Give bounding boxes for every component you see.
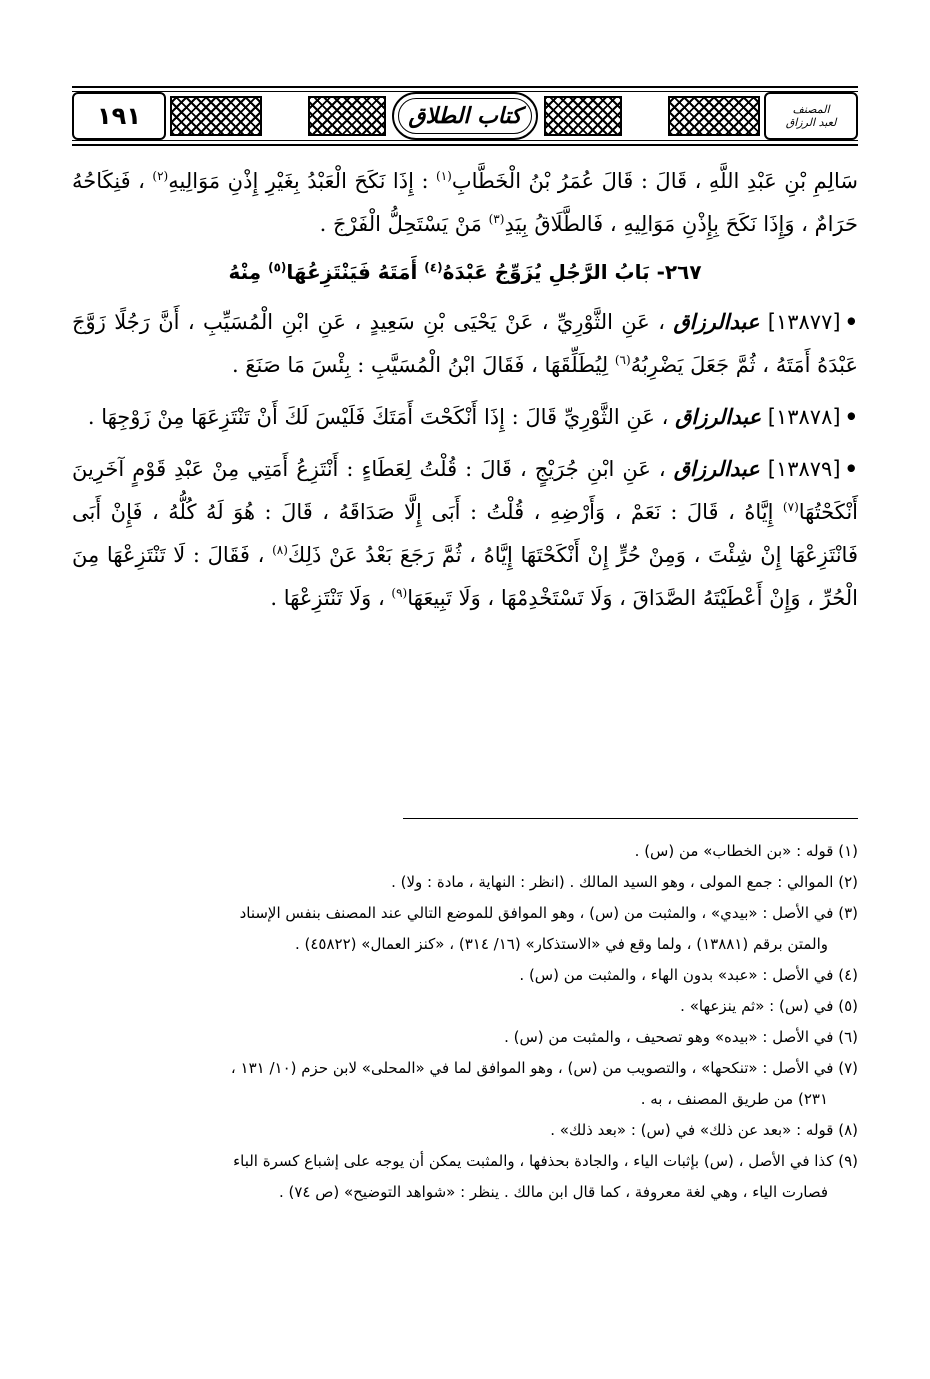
paragraph-continuation: سَالِمِ بْنِ عَبْدِ اللَّهِ ، قَالَ : قَالَ عُمَرُ بْنُ الْخَطَّابِ$^{(١)}$ : إِذَا نَكَحَ الْعَبْدُ بِغَيْرِ إِذْنِ مَوَالِيهِ$^{(٢)}$ ، فَنِكَاحُهُ حَرَامٌ ، وَإِذَا نَكَحَ بِإِذْنِ مَوَالِيهِ ، فَالطَّلَاقُ بِيَدِ$^{(٣)}$ مَنْ يَسْتَحِلُّ الْفَرْجَ . [72,169,858,236]
main-text [72,160,858,620]
header-rule [72,140,858,141]
footnote: (٨) قوله : «بعد عن ذلك» في (س) : «بعد ذلك» . [550,1121,858,1139]
header-rule [72,86,858,88]
narrator-name: عبدالرزاق [673,456,760,481]
footnote: (٥) في (س) : «ثم ينزعها» . [680,997,858,1015]
book-logo [764,92,858,140]
hadith-number: [١٣٨٧٩] [767,457,841,481]
footnote-continuation: فصارت الياء ، وهي لغة معروفة ، كما قال ابن مالك . ينظر : «شواهد التوضيح» (ص ٧٤) . [278,1183,828,1201]
footnote: (٦) في الأصل : «بيده» وهو تصحيف ، والمثبت من (س) . [504,1028,858,1046]
footnote-marker: (٩) [391,586,408,600]
chapter-heading: ٢٦٧- بَابُ الرَّجُلِ يُزَوِّجُ عَبْدَهُ$^{(٤)}$ أَمَتَهُ فَيَنْتَزِعُهَا$^{(٥)}$ مِنْهُ [228,260,702,284]
footnote-separator [403,818,858,819]
hadith-13878: •[١٣٨٧٨] عبدالرزاق ، عَنِ الثَّوْرِيِّ قَالَ : إِذَا أَنْكَحْتَ أَمَتَكَ فَلَيْسَ لَكَ أَنْ تَنْتَزِعَهَا مِنْ زَوْجِهَا . [87,404,858,429]
hadith-number: [١٣٨٧٧] [767,310,841,334]
page-number: ١٩١ [97,102,141,130]
footnote-marker: (٣) [488,212,505,226]
hadith-number: [١٣٨٧٨] [767,405,841,429]
footnote-marker: (١) [436,169,452,183]
hadith-13879: •[١٣٨٧٩] عبدالرزاق ، عَنِ ابْنِ جُرَيْجٍ ، قَالَ : قُلْتُ لِعَطَاءٍ : أَنْتَزِعُ أَمَتِي مِنْ عَبْدِ قَوْمٍ آخَرِينَ أَنْكَحْتُهَا$^{(٧)}$ إِيَّاهُ ، قَالَ : نَعَمْ ، وَأَرْضِهِ ، قُلْتُ : أَبَى إِلَّا صَدَاقَهُ ، قَالَ : هُوَ لَهُ كُلُّهُ ، فَإِنْ أَبَى فَانْتَزِعْهَا إِنْ شِئْتَ ، وَمِنْ حُرٍّ إِنْ أَنْكَحْتَهَا إِيَّاهُ ، ثُمَّ رَجَعَ بَعْدُ عَنْ ذَلِكَ$^{(٨)}$ ، فَقَالَ : لَا تَنْتَزِعْهَا مِنَ الْحُرِّ ، وَإِنْ أَعْطَيْتَهُ الصَّدَاقَ ، وَلَا تَسْتَخْدِمْهَا ، وَلَا تَبِيعَهَا$^{(٩)}$ ، وَلَا تَنْتَزِعْهَا . [72,456,858,610]
footnote-marker: (٥) [268,260,287,275]
hadith-13877: •[١٣٨٧٧] عبدالرزاق ، عَنِ الثَّوْرِيِّ ، عَنْ يَحْيَى بْنِ سَعِيدٍ ، عَنِ ابْنِ الْمُسَيِّبِ ، أَنَّ رَجُلًا زَوَّجَ عَبْدَهُ أَمَتَهُ ، ثُمَّ جَعَلَ يَضْرِبُهُ$^{(٦)}$ لِيُطَلِّقَهَا ، فَقَالَ ابْنُ الْمُسَيَّبِ : بِئْسَ مَا صَنَعَ . [72,309,858,377]
footnote-continuation: والمتن برقم (١٣٨٨١) ، ولما وقع في «الاستذكار» (١٦/ ٣١٤) ، «كنز العمال» (٤٥٨٢٢) . [294,935,828,953]
footnote: (٣) في الأصل : «بيدي» ، والمثبت من (س) ، وهو الموافق للموضع التالي عند المصنف بنفس الإسناد [239,904,858,922]
page-number-box [72,92,166,140]
footnote-continuation: ٢٣١) من طريق المصنف ، به . [640,1090,828,1108]
narrator-name: عبدالرزاق [675,404,762,429]
footnote-marker: (٨) [272,543,288,557]
bullet-icon: • [844,456,858,481]
header-ornament-icon [544,96,622,136]
footnote: (٢) الموالي : جمع المولى ، وهو السيد المالك . (انظر : النهاية ، مادة : ولا) . [391,873,858,891]
header-ornament-icon [308,96,386,136]
footnote: (٤) في الأصل : «عبد» بدون الهاء ، والمثبت من (س) . [519,966,858,984]
footnote: (٧) في الأصل : «تنكحها» ، والتصويب من (س) ، وهو الموافق لما في «المحلى» لابن حزم (١٠/ ١٣١ ، [230,1059,858,1077]
bullet-icon: • [844,404,858,429]
footnote-marker: (٦) [614,353,631,367]
chapter-title: كتاب الطلاق [408,103,522,129]
bullet-icon: • [844,309,858,334]
narrator-name: عبدالرزاق [673,309,760,334]
footnote: (٩) كذا في الأصل ، (س) بإثبات الياء ، والجادة بحذفها ، والمثبت يمكن أن يوجه على إشباع كسرة الباء [233,1152,858,1170]
running-header [72,84,858,148]
logo-line: لعبد الرزاق [785,116,837,129]
footnote-marker: (٧) [782,500,799,514]
header-rule [72,144,858,146]
footnote-marker: (٢) [152,169,169,183]
logo-line: المصنف [792,103,830,116]
footnote-marker: (٤) [424,260,443,275]
header-ornament-icon [170,96,262,136]
footnotes [72,836,858,1208]
chapter-title-cartouche [392,92,538,140]
header-ornament-icon [668,96,760,136]
footnote: (١) قوله : «بن الخطاب» من (س) . [634,842,858,860]
